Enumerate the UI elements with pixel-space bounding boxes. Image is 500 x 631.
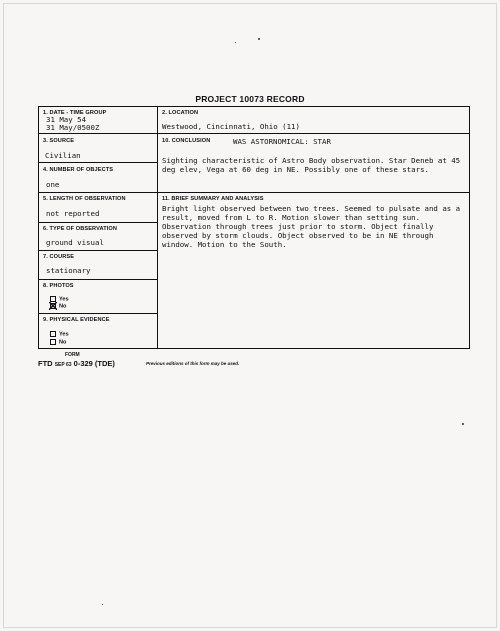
summary-text: Bright light observed between two trees. Seemed to pulsate and as a result, moved from L to R. Motion slower than setting sun. Observation through trees just prior to storm. Object finally observed by storm clouds. Object observed to be in NE through window. Motion to the South.	[162, 204, 461, 249]
type-label: 6. TYPE OF OBSERVATION	[43, 226, 117, 232]
physical-no-option[interactable]	[50, 339, 66, 345]
photos-label: 8. PHOTOS	[43, 283, 74, 289]
footer-code-number: 0-329 (TDE)	[73, 359, 115, 368]
physical-evidence-label: 9. PHYSICAL EVIDENCE	[43, 317, 110, 323]
photos-no-label: No	[59, 303, 67, 310]
row-divider-1	[39, 133, 469, 134]
number-of-objects-value: one	[46, 180, 60, 189]
physical-no-checkbox[interactable]	[50, 339, 56, 345]
date-time-label: 1. DATE - TIME GROUP	[43, 110, 107, 116]
physical-no-label: No	[59, 339, 67, 346]
scan-speck	[102, 604, 103, 605]
length-value: not reported	[46, 209, 100, 218]
summary-label: 11. BRIEF SUMMARY AND ANALYSIS	[162, 196, 264, 202]
scan-speck	[235, 42, 236, 43]
length-label: 5. LENGTH OF OBSERVATION	[43, 196, 126, 202]
source-value: Civilian	[45, 151, 81, 160]
row-divider-5	[39, 222, 157, 223]
row-divider-8	[39, 313, 157, 314]
course-value: stationary	[46, 266, 91, 275]
location-value: Westwood, Cincinnati, Ohio (11)	[162, 122, 300, 131]
location-label: 2. LOCATION	[162, 110, 199, 116]
physical-yes-label: Yes	[59, 331, 69, 338]
record-form	[38, 106, 470, 349]
scan-speck	[258, 38, 260, 40]
source-label: 3. SOURCE	[43, 138, 75, 144]
date-line-2: 31 May/0500Z	[46, 123, 100, 132]
course-label: 7. COURSE	[43, 254, 75, 260]
footer-form-word: FORM	[65, 352, 80, 358]
conclusion-text: Sighting characteristic of Astro Body observation. Star Deneb at 45 deg elev, Vega at 60 deg in NE. Possibly one of these stars.	[162, 156, 461, 174]
physical-yes-checkbox[interactable]	[50, 331, 56, 337]
conclusion-label: 10. CONCLUSION	[162, 138, 211, 144]
date-line-1: 31 May 54	[46, 115, 87, 124]
row-divider-4	[39, 192, 469, 193]
photos-no-option[interactable]	[50, 303, 66, 309]
footer-form-code	[38, 359, 115, 368]
row-divider-3	[39, 162, 157, 163]
conclusion-heading: WAS ASTORNOMICAL: STAR	[233, 137, 331, 146]
type-value: ground visual	[46, 238, 104, 247]
photos-no-checkbox[interactable]	[50, 303, 56, 309]
row-divider-7	[39, 279, 157, 280]
physical-yes-option[interactable]	[50, 331, 69, 337]
row-divider-6	[39, 250, 157, 251]
number-of-objects-label: 4. NUMBER OF OBJECTS	[43, 167, 114, 173]
footer-note: Previous editions of this form may be used.	[146, 361, 240, 366]
record-title: PROJECT 10073 RECORD	[195, 94, 305, 104]
scan-speck	[462, 423, 464, 425]
photos-yes-label: Yes	[59, 296, 69, 303]
column-divider	[157, 107, 158, 348]
footer-code-prefix: FTD	[38, 359, 53, 368]
footer-code-date: SEP 63	[54, 362, 72, 368]
